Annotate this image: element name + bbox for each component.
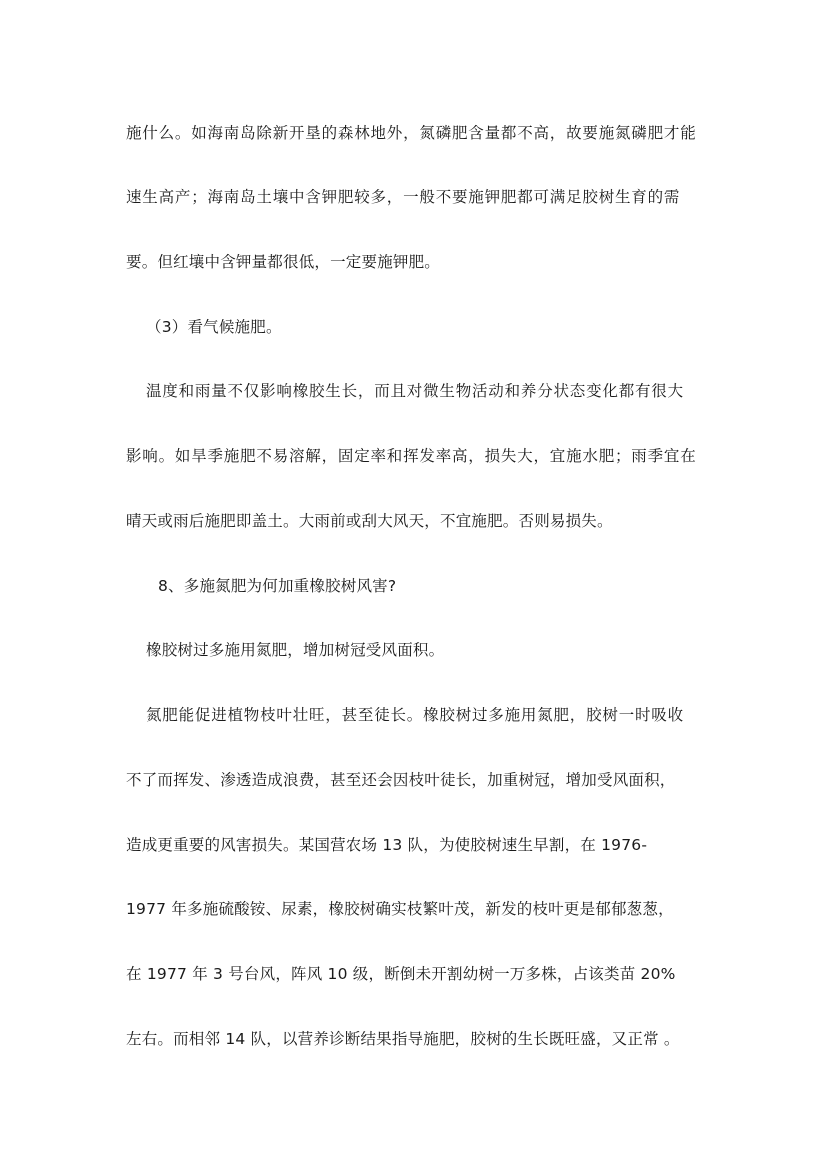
paragraph-line: 晴天或雨后施肥即盖土。大雨前或刮大风天，不宜施肥。否则易损失。 — [126, 512, 613, 530]
paragraph-line: 氮肥能促进植物枝叶壮旺，甚至徒长。橡胶树过多施用氮肥，胶树一时吸收 — [146, 706, 684, 724]
paragraph-line: 影响。如旱季施肥不易溶解，固定率和挥发率高，损失大，宜施水肥；雨季宜在 — [126, 447, 697, 465]
paragraph-line: 在 1977 年 3 号台风，阵风 10 级，断倒未开割幼树一万多株，占该类苗 20% — [126, 965, 676, 983]
paragraph-line: 橡胶树过多施用氮肥，增加树冠受风面积。 — [146, 641, 445, 659]
paragraph-line: 要。但红壤中含钾量都很低，一定要施钾肥。 — [126, 253, 441, 271]
question-heading: 8、多施氮肥为何加重橡胶树风害? — [158, 577, 397, 595]
paragraph-line: 不了而挥发、渗透造成浪费，甚至还会因枝叶徒长，加重树冠，增加受风面积， — [126, 771, 676, 789]
paragraph-line: 1977 年多施硫酸铵、尿素，橡胶树确实枝繁叶茂，新发的枝叶更是郁郁葱葱， — [126, 900, 674, 918]
paragraph-line: 温度和雨量不仅影响橡胶生长，而且对微生物活动和养分状态变化都有很大 — [146, 382, 684, 400]
paragraph-line: 施什么。如海南岛除新开垦的森林地外，氮磷肥含量都不高，故要施氮磷肥才能 — [126, 124, 697, 142]
section-heading: （3）看气候施肥。 — [146, 318, 282, 336]
paragraph-line: 左右。而相邻 14 队，以营养诊断结果指导施肥，胶树的生长既旺盛，又正常 。 — [126, 1030, 680, 1048]
paragraph-line: 速生高产；海南岛土壤中含钾肥较多，一般不要施钾肥都可满足胶树生育的需 — [126, 188, 681, 206]
paragraph-line: 造成更重要的风害损失。某国营农场 13 队，为使胶树速生早割，在 1976- — [126, 836, 648, 854]
